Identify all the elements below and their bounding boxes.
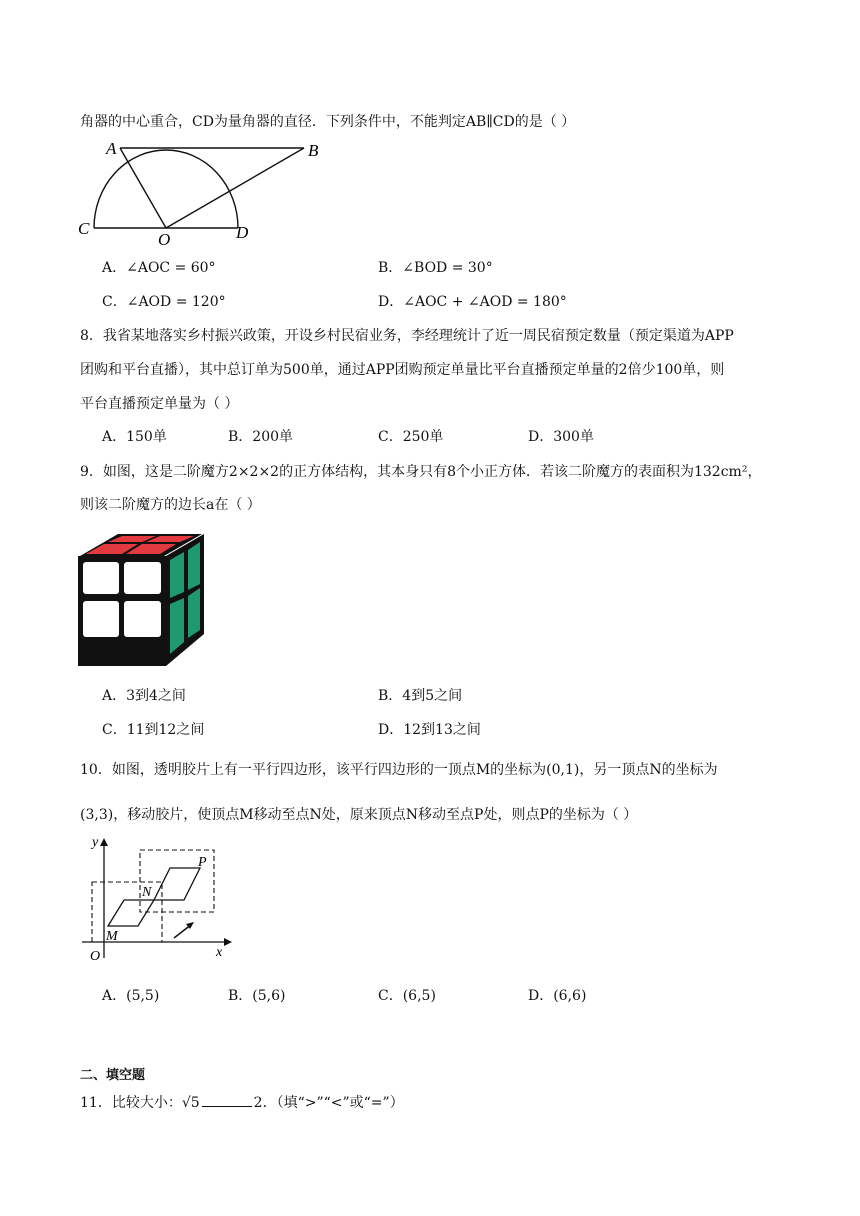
- protractor-arc: [94, 150, 238, 228]
- segment-ao: [120, 148, 166, 228]
- q7-option-c: C．∠AOD = 120°: [102, 294, 226, 310]
- parallelogram-original: [108, 900, 154, 926]
- parallelogram-moved: [154, 868, 200, 900]
- answer-blank[interactable]: [202, 1092, 252, 1107]
- label-p: P: [198, 855, 207, 870]
- q11-prefix: 11．比较大小：√5: [80, 1095, 200, 1111]
- label-o: O: [158, 230, 171, 248]
- original-film: [92, 882, 162, 942]
- q8-option-c: C．250单: [378, 429, 444, 445]
- label-m: M: [106, 929, 118, 944]
- q11-suffix: 2．（填“>”“<”或“=”）: [253, 1095, 404, 1111]
- q8-line-2: 团购和平台直播），其中总订单为500单，通过APP团购预定单量比平台直播预定单量的2倍少100单，则: [80, 362, 725, 378]
- q9-line-1: 9．如图，这是二阶魔方2×2×2的正方体结构，其本身只有8个小正方体．若该二阶魔方的表面积为132cm²，: [80, 464, 762, 480]
- label-x: x: [216, 945, 223, 960]
- label-n: N: [142, 885, 152, 900]
- q7-stem: 角器的中心重合，CD为量角器的直径．下列条件中，不能判定AB∥CD的是（ ）: [80, 114, 576, 130]
- label-d: D: [236, 223, 249, 242]
- q10-option-a: A．(5,5): [102, 988, 160, 1004]
- label-c: C: [78, 219, 90, 238]
- q8-line-1: 8．我省某地落实乡村振兴政策，开设乡村民宿业务，李经理统计了近一周民宿预定数量（预定渠道为APP: [80, 328, 734, 344]
- q8-line-3: 平台直播预定单量为（ ）: [80, 396, 239, 412]
- q10-line-1: 10．如图，透明胶片上有一平行四边形，该平行四边形的一顶点M的坐标为(0,1)，另一顶点N的坐标为: [80, 762, 718, 778]
- q9-option-c: C．11到12之间: [102, 722, 205, 738]
- rubiks-cube-figure: [78, 526, 206, 668]
- q10-coordinate-figure: [74, 834, 234, 964]
- label-a: A: [106, 139, 117, 158]
- q10-option-c: C．(6,5): [378, 988, 436, 1004]
- q9-option-a: A．3到4之间: [102, 688, 186, 704]
- segment-bo: [166, 148, 304, 228]
- label-b: B: [308, 141, 319, 160]
- q10-line-2: (3,3)，移动胶片，使顶点M移动至点N处，原来顶点N移动至点P处，则点P的坐标为（ ）: [80, 807, 638, 823]
- q8-option-a: A．150单: [102, 429, 167, 445]
- q9-line-2: 则该二阶魔方的边长a在（ ）: [80, 497, 261, 513]
- label-o: O: [90, 949, 101, 964]
- q11-line: [80, 1092, 404, 1113]
- q7-option-d: D．∠AOC + ∠AOD = 180°: [378, 294, 567, 310]
- q8-option-b: B．200单: [228, 429, 294, 445]
- section-heading: 二、填空题: [80, 1068, 146, 1083]
- q9-option-d: D．12到13之间: [378, 722, 481, 738]
- q7-protractor-figure: [74, 138, 344, 248]
- q8-option-d: D．300单: [528, 429, 594, 445]
- q10-option-b: B．(5,6): [228, 988, 286, 1004]
- q10-option-d: D．(6,6): [528, 988, 587, 1004]
- q7-option-a: A．∠AOC = 60°: [102, 260, 216, 276]
- q9-option-b: B．4到5之间: [378, 688, 463, 704]
- q7-option-b: B．∠BOD = 30°: [378, 260, 493, 276]
- label-y: y: [92, 835, 99, 850]
